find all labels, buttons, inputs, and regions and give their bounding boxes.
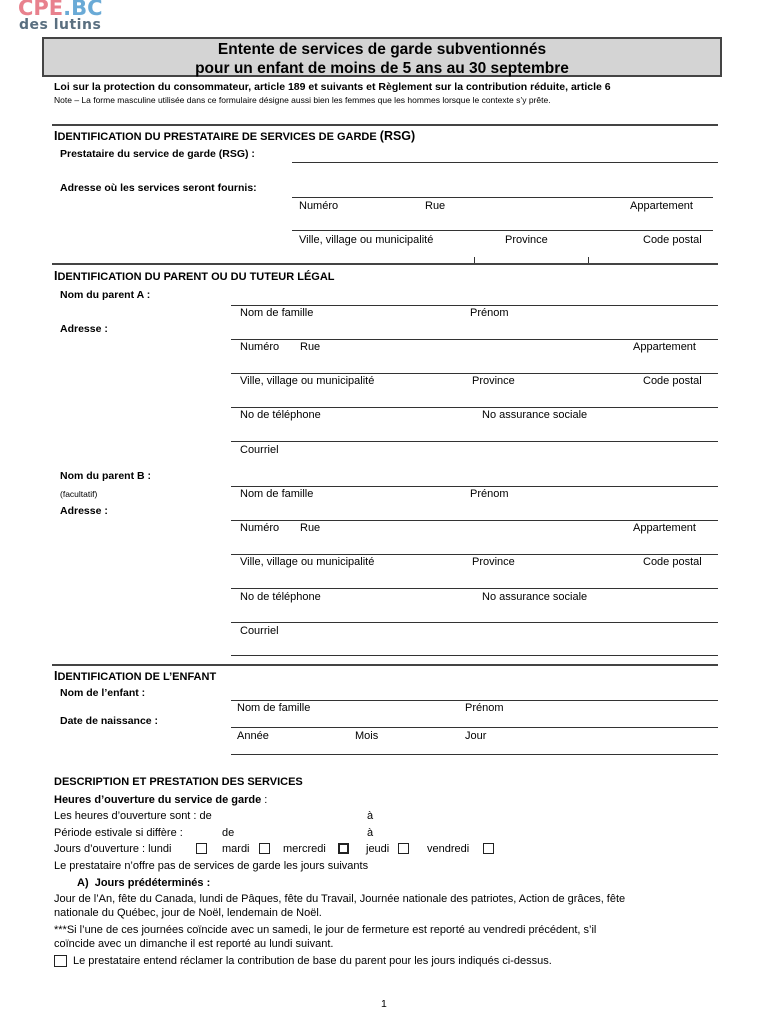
nom-famille-label: Nom de famille bbox=[240, 307, 314, 319]
rue-label: Rue bbox=[300, 341, 321, 353]
parent-a-address-field[interactable] bbox=[231, 339, 718, 340]
holidays-line-1: Jour de l’An, fête du Canada, lundi de Pâques, fête du Travail, Journée nationale des patriotes, Action de grâces, fête bbox=[54, 893, 626, 905]
vendredi-label: vendredi bbox=[427, 843, 470, 855]
section-heading-child: IDENTIFICATION DE L’ENFANT bbox=[54, 669, 217, 683]
annee-label: Année bbox=[237, 730, 269, 742]
field-line bbox=[231, 655, 718, 656]
checkbox-mardi[interactable] bbox=[259, 843, 270, 854]
province-label: Province bbox=[505, 234, 548, 246]
mois-label: Mois bbox=[355, 730, 379, 742]
province-label: Province bbox=[472, 375, 515, 387]
checkbox-mercredi[interactable] bbox=[338, 843, 349, 854]
rue-label: Rue bbox=[300, 522, 321, 534]
section-a-heading: A) Jours prédéterminés : bbox=[77, 877, 211, 889]
facultatif-label: (facultatif) bbox=[60, 489, 98, 499]
logo-text-cpe: CPE bbox=[18, 0, 64, 20]
code-postal-label: Code postal bbox=[643, 556, 702, 568]
parent-b-city-field[interactable] bbox=[231, 554, 718, 555]
province-label: Province bbox=[472, 556, 515, 568]
ville-label: Ville, village ou municipalité bbox=[240, 556, 375, 568]
logo-subtitle: des lutins bbox=[19, 17, 102, 33]
holidays-line-2: nationale du Québec, jour de Noël, lendemain de Noël. bbox=[54, 907, 322, 919]
adresse-a-label: Adresse : bbox=[60, 323, 108, 335]
summer-from: de bbox=[222, 827, 235, 839]
title-line-2: pour un enfant de moins de 5 ans au 30 septembre bbox=[195, 60, 569, 77]
courriel-label: Courriel bbox=[240, 625, 279, 637]
code-postal-label: Code postal bbox=[643, 234, 702, 246]
child-name-label: Nom de l’enfant : bbox=[60, 687, 146, 699]
parent-b-phone-field[interactable] bbox=[231, 588, 718, 589]
appartement-label: Appartement bbox=[633, 341, 696, 353]
telephone-label: No de téléphone bbox=[240, 591, 321, 603]
parent-a-email-field[interactable] bbox=[231, 441, 718, 442]
provider-name-field[interactable] bbox=[292, 162, 718, 163]
note: Note – La forme masculine utilisée dans ce formulaire désigne aussi bien les femmes que les hommes lorsque le contexte s’y prête. bbox=[54, 95, 551, 105]
logo-text-bc: BC bbox=[71, 0, 103, 20]
law-reference: Loi sur la protection du consommateur, article 189 et suivants et Règlement sur la contribution réduite, article 6 bbox=[54, 81, 611, 93]
checkbox-claim[interactable] bbox=[54, 955, 67, 967]
divider bbox=[52, 263, 718, 265]
section-heading-rsg: IDENTIFICATION DU PRESTATAIRE DE SERVICES DE GARDE (RSG) bbox=[54, 129, 416, 143]
nom-famille-label: Nom de famille bbox=[240, 488, 314, 500]
logo-dot: . bbox=[63, 0, 72, 20]
parent-b-label: Nom du parent B : bbox=[60, 470, 151, 482]
numero-label: Numéro bbox=[240, 341, 280, 353]
telephone-label: No de téléphone bbox=[240, 409, 321, 421]
divider bbox=[52, 664, 718, 666]
checkbox-jeudi[interactable] bbox=[398, 843, 409, 854]
checkbox-vendredi[interactable] bbox=[483, 843, 494, 854]
nom-famille-label: Nom de famille bbox=[237, 702, 311, 714]
title-line-1: Entente de services de garde subventionnés bbox=[217, 41, 547, 58]
parent-a-label: Nom du parent A : bbox=[60, 289, 151, 301]
code-postal-label: Code postal bbox=[643, 375, 702, 387]
summer-line: Période estivale si diffère : bbox=[54, 827, 183, 839]
parent-a-name-field[interactable] bbox=[231, 305, 718, 306]
prenom-label: Prénom bbox=[470, 488, 509, 500]
mercredi-label: mercredi bbox=[283, 843, 326, 855]
no-service-line: Le prestataire n’offre pas de services de garde les jours suivants bbox=[54, 860, 369, 872]
claim-line: Le prestataire entend réclamer la contribution de base du parent pour les jours indiqués ci-dessus. bbox=[73, 955, 552, 967]
summer-to: à bbox=[367, 827, 374, 839]
adresse-b-label: Adresse : bbox=[60, 505, 108, 517]
hours-to: à bbox=[367, 810, 374, 822]
courriel-label: Courriel bbox=[240, 444, 279, 456]
parent-b-address-field[interactable] bbox=[231, 520, 718, 521]
numero-label: Numéro bbox=[299, 200, 339, 212]
ville-label: Ville, village ou municipalité bbox=[240, 375, 375, 387]
page-number: 1 bbox=[381, 998, 387, 1010]
address-field-line[interactable] bbox=[292, 197, 713, 198]
jeudi-label: jeudi bbox=[366, 843, 390, 855]
address-label: Adresse où les services seront fournis: bbox=[60, 182, 257, 194]
parent-a-phone-field[interactable] bbox=[231, 407, 718, 408]
divider bbox=[52, 124, 718, 126]
birth-date-label: Date de naissance : bbox=[60, 715, 159, 727]
appartement-label: Appartement bbox=[630, 200, 693, 212]
parent-b-email-field[interactable] bbox=[231, 622, 718, 623]
prenom-label: Prénom bbox=[470, 307, 509, 319]
rue-label: Rue bbox=[425, 200, 446, 212]
prenom-label: Prénom bbox=[465, 702, 504, 714]
appartement-label: Appartement bbox=[633, 522, 696, 534]
jour-label: Jour bbox=[465, 730, 487, 742]
checkbox-lundi[interactable] bbox=[196, 843, 207, 854]
birth-date-field[interactable] bbox=[231, 727, 718, 728]
note-line-1: ***Si l’une de ces journées coïncide avec un samedi, le jour de fermeture est reporté au vendredi précédent, s’il bbox=[54, 924, 597, 936]
child-name-field[interactable] bbox=[231, 700, 718, 701]
hours-heading: Heures d’ouverture du service de garde : bbox=[54, 794, 268, 806]
parent-b-name-field[interactable] bbox=[231, 486, 718, 487]
field-line bbox=[231, 754, 718, 755]
section-heading-parent: IDENTIFICATION DU PARENT OU DU TUTEUR LÉGAL bbox=[54, 269, 335, 283]
mardi-label: mardi bbox=[222, 843, 250, 855]
nas-label: No assurance sociale bbox=[482, 591, 588, 603]
ville-label: Ville, village ou municipalité bbox=[299, 234, 434, 246]
parent-a-city-field[interactable] bbox=[231, 373, 718, 374]
street-field-line[interactable] bbox=[292, 230, 713, 231]
note-line-2: coïncide avec un dimanche il est reporté au lundi suivant. bbox=[54, 938, 334, 950]
hours-line: Les heures d’ouverture sont : de bbox=[54, 810, 212, 822]
provider-label: Prestataire du service de garde (RSG) : bbox=[60, 148, 255, 160]
numero-label: Numéro bbox=[240, 522, 280, 534]
section-heading-services: DESCRIPTION ET PRESTATION DES SERVICES bbox=[54, 776, 303, 788]
days-label: Jours d’ouverture : lundi bbox=[54, 843, 172, 855]
nas-label: No assurance sociale bbox=[482, 409, 588, 421]
page-title bbox=[42, 37, 722, 77]
